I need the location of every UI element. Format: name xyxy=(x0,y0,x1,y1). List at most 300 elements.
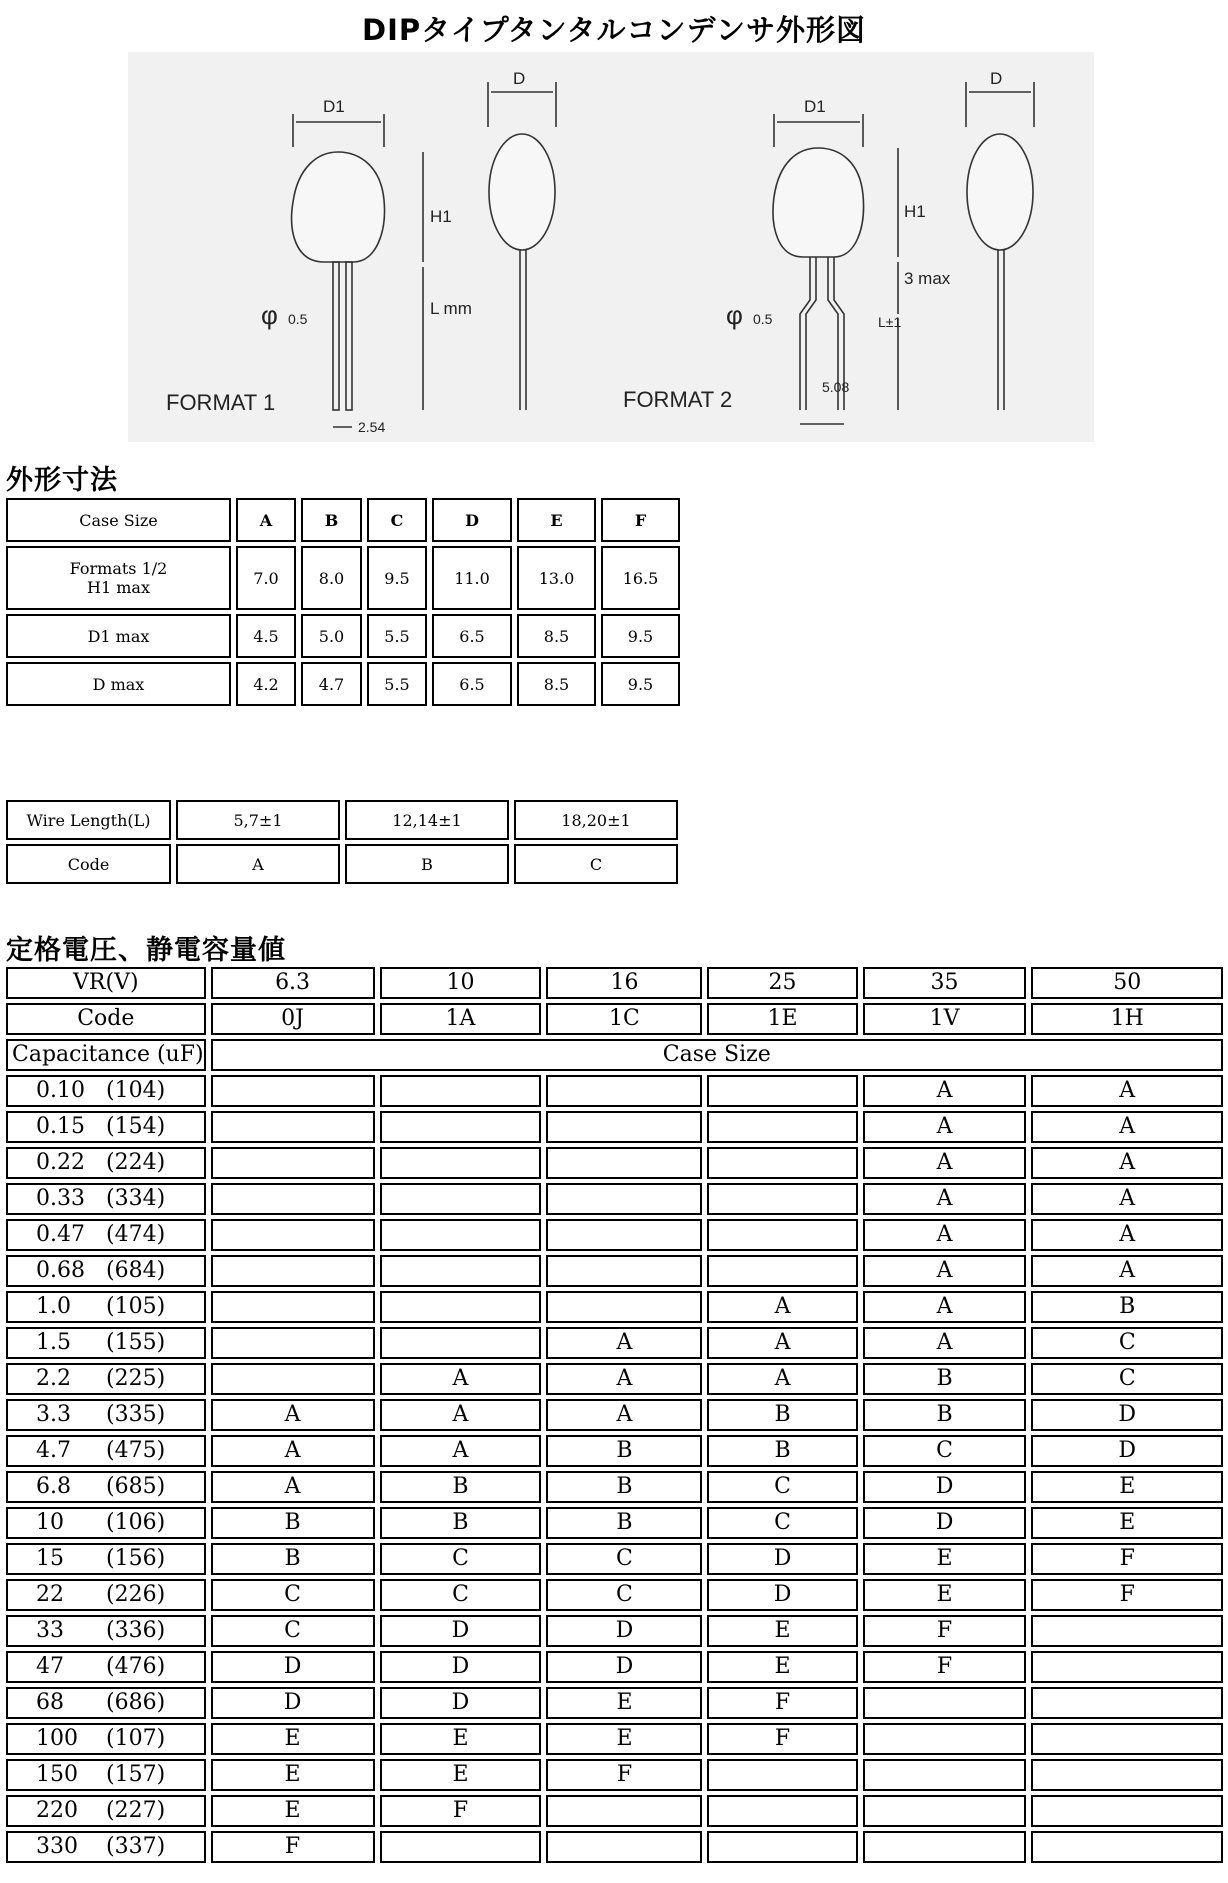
capacitance-value: 0.68 xyxy=(36,1258,85,1283)
capacitance-code: (686) xyxy=(106,1690,166,1715)
case-cell: F xyxy=(546,1759,702,1791)
table-row xyxy=(6,1255,1223,1287)
row-label: Code xyxy=(6,844,171,884)
case-cell: A xyxy=(863,1219,1027,1251)
capacitance-cell xyxy=(6,1687,206,1719)
h1-label: H1 xyxy=(430,207,452,226)
case-cell xyxy=(380,1831,542,1863)
case-dimension-table xyxy=(1,494,685,710)
table-row xyxy=(6,1795,1223,1827)
case-cell xyxy=(380,1147,542,1179)
case-cell: B xyxy=(1031,1291,1223,1323)
table-row xyxy=(6,1507,1223,1539)
case-cell xyxy=(546,1111,702,1143)
rating-table xyxy=(1,963,1228,1867)
case-cell: F xyxy=(863,1615,1027,1647)
code-cell: 0J xyxy=(211,1003,375,1035)
case-cell xyxy=(546,1795,702,1827)
row-label: D1 max xyxy=(6,614,231,658)
case-cell: C xyxy=(1031,1363,1223,1395)
d1-label-2: D1 xyxy=(804,97,826,116)
capacitance-code: (154) xyxy=(106,1114,166,1139)
case-cell xyxy=(863,1723,1027,1755)
capacitance-code: (335) xyxy=(106,1402,166,1427)
dimension-cell: 8.5 xyxy=(517,662,596,706)
capacitance-value: 47 xyxy=(36,1654,64,1679)
case-cell xyxy=(211,1363,375,1395)
case-cell xyxy=(863,1831,1027,1863)
case-cell: A xyxy=(1031,1183,1223,1215)
capacitance-value: 330 xyxy=(36,1834,78,1859)
case-cell xyxy=(211,1219,375,1251)
case-cell xyxy=(546,1255,702,1287)
case-cell: A xyxy=(1031,1219,1223,1251)
case-cell: A xyxy=(1031,1075,1223,1107)
case-cell: A xyxy=(707,1363,857,1395)
case-cell xyxy=(211,1255,375,1287)
case-cell: A xyxy=(863,1111,1027,1143)
dimension-cell: 9.5 xyxy=(601,662,680,706)
pitch1-label: 2.54 xyxy=(358,419,386,435)
table-row xyxy=(6,1543,1223,1575)
capacitance-cell xyxy=(6,1543,206,1575)
case-cell xyxy=(707,1795,857,1827)
case-cell: A xyxy=(1031,1147,1223,1179)
capacitance-cell xyxy=(6,1831,206,1863)
case-cell: A xyxy=(863,1183,1027,1215)
case-cell xyxy=(211,1291,375,1323)
code-cell: 1C xyxy=(546,1003,702,1035)
capacitance-code: (105) xyxy=(106,1294,166,1319)
capacitance-value: 0.33 xyxy=(36,1186,85,1211)
case-cell: C xyxy=(546,1579,702,1611)
wire-cell: C xyxy=(514,844,678,884)
capacitance-cell xyxy=(6,1615,206,1647)
case-cell: C xyxy=(863,1435,1027,1467)
wire-cell: 18,20±1 xyxy=(514,800,678,840)
capacitance-value: 22 xyxy=(36,1582,64,1607)
capacitance-cell xyxy=(6,1111,206,1143)
case-cell: E xyxy=(380,1723,542,1755)
case-cell: E xyxy=(211,1795,375,1827)
case-cell: B xyxy=(546,1435,702,1467)
case-cell: C xyxy=(211,1579,375,1611)
capacitance-cell xyxy=(6,1363,206,1395)
capacitance-cell xyxy=(6,1147,206,1179)
case-cell xyxy=(211,1183,375,1215)
format1-label: FORMAT 1 xyxy=(166,390,276,415)
dimension-cell: 4.2 xyxy=(236,662,296,706)
case-header-cell: B xyxy=(301,498,362,542)
voltage-cell: 6.3 xyxy=(211,967,375,999)
dimension-cell: 7.0 xyxy=(236,546,296,610)
case-cell xyxy=(707,1147,857,1179)
case-cell: C xyxy=(546,1543,702,1575)
case-cell: E xyxy=(546,1687,702,1719)
case-cell: A xyxy=(546,1363,702,1395)
case-cell: D xyxy=(380,1651,542,1683)
case-cell xyxy=(380,1075,542,1107)
table-row xyxy=(6,1435,1223,1467)
code-cell: 1E xyxy=(707,1003,857,1035)
code-label: Code xyxy=(6,1003,206,1035)
case-cell: D xyxy=(380,1615,542,1647)
table-row xyxy=(6,1471,1223,1503)
capacitance-value: 0.47 xyxy=(36,1222,85,1247)
case-cell xyxy=(546,1147,702,1179)
d-label-2: D xyxy=(990,69,1003,88)
capacitance-value: 4.7 xyxy=(36,1438,71,1463)
capacitance-code: (226) xyxy=(106,1582,166,1607)
case-cell: B xyxy=(863,1363,1027,1395)
case-cell xyxy=(707,1255,857,1287)
table-row xyxy=(6,498,680,542)
capacitance-code: (104) xyxy=(106,1078,166,1103)
three-max-label: 3 max xyxy=(904,269,951,288)
case-cell: F xyxy=(1031,1579,1223,1611)
voltage-cell: 16 xyxy=(546,967,702,999)
dimension-cell: 4.7 xyxy=(301,662,362,706)
case-cell: A xyxy=(380,1399,542,1431)
case-cell: D xyxy=(211,1687,375,1719)
case-cell xyxy=(546,1291,702,1323)
capacitance-value: 0.22 xyxy=(36,1150,85,1175)
capacitance-cell xyxy=(6,1759,206,1791)
case-cell xyxy=(1031,1831,1223,1863)
case-cell xyxy=(380,1255,542,1287)
phi-value: 0.5 xyxy=(288,311,308,327)
case-cell: E xyxy=(211,1759,375,1791)
row-label: D max xyxy=(6,662,231,706)
dimension-cell: 8.5 xyxy=(517,614,596,658)
capacitance-value: 10 xyxy=(36,1510,64,1535)
table-row xyxy=(6,1219,1223,1251)
table-row xyxy=(6,800,678,840)
case-cell: E xyxy=(863,1579,1027,1611)
table-row xyxy=(6,1075,1223,1107)
case-cell xyxy=(1031,1687,1223,1719)
dims-heading: 外形寸法 xyxy=(6,465,118,496)
l-mm-label: L mm xyxy=(430,299,472,318)
case-cell: B xyxy=(707,1435,857,1467)
case-header-cell: C xyxy=(367,498,427,542)
case-cell xyxy=(863,1687,1027,1719)
table-row xyxy=(6,1579,1223,1611)
capacitance-code: (225) xyxy=(106,1366,166,1391)
capacitance-cell xyxy=(6,1183,206,1215)
capacitance-code: (107) xyxy=(106,1726,166,1751)
table-row xyxy=(6,1759,1223,1791)
case-cell xyxy=(211,1147,375,1179)
capacitance-value: 6.8 xyxy=(36,1474,71,1499)
case-cell: A xyxy=(1031,1255,1223,1287)
code-cell: 1V xyxy=(863,1003,1027,1035)
capacitance-cell xyxy=(6,1435,206,1467)
capacitance-cell xyxy=(6,1471,206,1503)
case-cell: A xyxy=(1031,1111,1223,1143)
table-row xyxy=(6,844,678,884)
capacitance-value: 2.2 xyxy=(36,1366,71,1391)
capacitance-code: (336) xyxy=(106,1618,166,1643)
table-row xyxy=(6,1831,1223,1863)
capacitance-value: 100 xyxy=(36,1726,78,1751)
capacitance-label: Capacitance (uF) xyxy=(6,1039,206,1071)
capacitance-code: (337) xyxy=(106,1834,166,1859)
case-cell: A xyxy=(863,1075,1027,1107)
case-cell: D xyxy=(211,1651,375,1683)
case-cell xyxy=(707,1111,857,1143)
case-cell: B xyxy=(211,1507,375,1539)
table-row xyxy=(6,1183,1223,1215)
capacitance-code: (156) xyxy=(106,1546,166,1571)
case-cell xyxy=(707,1759,857,1791)
dimension-cell: 6.5 xyxy=(432,614,512,658)
case-cell: D xyxy=(1031,1435,1223,1467)
case-cell: C xyxy=(1031,1327,1223,1359)
case-cell xyxy=(1031,1795,1223,1827)
case-cell: B xyxy=(546,1471,702,1503)
case-cell: A xyxy=(380,1435,542,1467)
case-cell xyxy=(380,1183,542,1215)
capacitance-value: 15 xyxy=(36,1546,64,1571)
case-cell xyxy=(211,1111,375,1143)
case-cell xyxy=(380,1291,542,1323)
capacitance-value: 150 xyxy=(36,1762,78,1787)
case-cell xyxy=(546,1075,702,1107)
capacitance-value: 0.10 xyxy=(36,1078,85,1103)
case-cell: E xyxy=(380,1759,542,1791)
case-cell: B xyxy=(863,1399,1027,1431)
dimension-cell: 5.0 xyxy=(301,614,362,658)
table-row xyxy=(6,1723,1223,1755)
case-cell xyxy=(546,1831,702,1863)
capacitance-header-row xyxy=(6,1039,1223,1071)
row-label: Formats 1/2 H1 max xyxy=(6,546,231,610)
capacitance-code: (157) xyxy=(106,1762,166,1787)
case-cell: A xyxy=(863,1255,1027,1287)
case-cell: F xyxy=(707,1687,857,1719)
capacitance-value: 3.3 xyxy=(36,1402,71,1427)
capacitance-code: (684) xyxy=(106,1258,166,1283)
code-cell: 1H xyxy=(1031,1003,1223,1035)
case-cell: B xyxy=(380,1507,542,1539)
case-cell xyxy=(863,1759,1027,1791)
capacitance-cell xyxy=(6,1507,206,1539)
phi-value-2: 0.5 xyxy=(753,311,773,327)
table-row xyxy=(6,1147,1223,1179)
case-cell: C xyxy=(707,1471,857,1503)
case-cell: A xyxy=(863,1291,1027,1323)
code-row xyxy=(6,1003,1223,1035)
voltage-cell: 10 xyxy=(380,967,542,999)
capacitance-cell xyxy=(6,1723,206,1755)
capacitance-code: (224) xyxy=(106,1150,166,1175)
pitch2-label: 5.08 xyxy=(822,379,850,395)
case-cell: A xyxy=(211,1471,375,1503)
table-row xyxy=(6,1615,1223,1647)
dimension-cell: 9.5 xyxy=(601,614,680,658)
case-cell: D xyxy=(546,1651,702,1683)
capacitance-cell xyxy=(6,1075,206,1107)
table-row xyxy=(6,614,680,658)
case-cell xyxy=(546,1219,702,1251)
capacitance-code: (155) xyxy=(106,1330,166,1355)
format2-label: FORMAT 2 xyxy=(623,387,733,412)
capacitance-value: 220 xyxy=(36,1798,78,1823)
case-cell: D xyxy=(863,1471,1027,1503)
case-cell: D xyxy=(380,1687,542,1719)
case-cell xyxy=(1031,1759,1223,1791)
capacitance-code: (476) xyxy=(106,1654,166,1679)
case-header-cell: A xyxy=(236,498,296,542)
case-cell: F xyxy=(707,1723,857,1755)
dimension-cell: 16.5 xyxy=(601,546,680,610)
table-row xyxy=(6,1111,1223,1143)
capacitance-code: (227) xyxy=(106,1798,166,1823)
case-cell: C xyxy=(211,1615,375,1647)
dimension-cell: 9.5 xyxy=(367,546,427,610)
case-cell: F xyxy=(380,1795,542,1827)
d1-label: D1 xyxy=(323,97,345,116)
case-cell: C xyxy=(380,1579,542,1611)
case-cell: D xyxy=(707,1579,857,1611)
capacitance-code: (685) xyxy=(106,1474,166,1499)
case-cell: B xyxy=(380,1471,542,1503)
case-size-header: Case Size xyxy=(6,498,231,542)
case-cell: F xyxy=(863,1651,1027,1683)
case-cell: A xyxy=(546,1327,702,1359)
table-row xyxy=(6,1651,1223,1683)
case-cell xyxy=(380,1111,542,1143)
case-cell: A xyxy=(707,1291,857,1323)
table-row xyxy=(6,546,680,610)
case-cell xyxy=(211,1075,375,1107)
case-cell: B xyxy=(546,1507,702,1539)
table-row xyxy=(6,1327,1223,1359)
case-cell: E xyxy=(1031,1471,1223,1503)
case-cell: C xyxy=(707,1507,857,1539)
page-title: DIPタイプタンタルコンデンサ外形図 xyxy=(362,13,866,47)
table-row xyxy=(6,662,680,706)
case-cell: A xyxy=(211,1435,375,1467)
case-cell: A xyxy=(546,1399,702,1431)
capacitance-cell xyxy=(6,1795,206,1827)
capacitance-value: 1.5 xyxy=(36,1330,71,1355)
capacitance-value: 1.0 xyxy=(36,1294,71,1319)
case-cell xyxy=(863,1795,1027,1827)
case-cell: A xyxy=(211,1399,375,1431)
case-cell: A xyxy=(707,1327,857,1359)
table-row xyxy=(6,1399,1223,1431)
rating-heading: 定格電圧、静電容量値 xyxy=(6,935,286,966)
case-cell: D xyxy=(707,1543,857,1575)
capacitance-code: (334) xyxy=(106,1186,166,1211)
case-cell: D xyxy=(1031,1399,1223,1431)
capacitance-value: 33 xyxy=(36,1618,64,1643)
dimension-cell: 8.0 xyxy=(301,546,362,610)
case-cell xyxy=(546,1183,702,1215)
d-label: D xyxy=(513,69,526,88)
case-cell: E xyxy=(707,1651,857,1683)
capacitance-cell xyxy=(6,1327,206,1359)
voltage-cell: 35 xyxy=(863,967,1027,999)
dimension-cell: 4.5 xyxy=(236,614,296,658)
voltage-cell: 25 xyxy=(707,967,857,999)
case-cell: A xyxy=(863,1147,1027,1179)
capacitance-cell xyxy=(6,1651,206,1683)
capacitance-cell xyxy=(6,1291,206,1323)
table-row xyxy=(6,1291,1223,1323)
capacitance-cell xyxy=(6,1255,206,1287)
case-header-cell: E xyxy=(517,498,596,542)
case-cell xyxy=(1031,1615,1223,1647)
case-cell xyxy=(707,1183,857,1215)
voltage-cell: 50 xyxy=(1031,967,1223,999)
capacitance-cell xyxy=(6,1219,206,1251)
capacitance-code: (106) xyxy=(106,1510,166,1535)
table-row xyxy=(6,1363,1223,1395)
capacitance-cell xyxy=(6,1579,206,1611)
case-cell: C xyxy=(380,1543,542,1575)
code-cell: 1A xyxy=(380,1003,542,1035)
case-header-cell: D xyxy=(432,498,512,542)
case-cell: E xyxy=(211,1723,375,1755)
wire-length-table xyxy=(1,796,683,888)
case-cell xyxy=(211,1327,375,1359)
case-cell: E xyxy=(1031,1507,1223,1539)
voltage-row xyxy=(6,967,1223,999)
dimension-cell: 11.0 xyxy=(432,546,512,610)
case-cell xyxy=(1031,1723,1223,1755)
case-cell xyxy=(707,1075,857,1107)
wire-cell: 5,7±1 xyxy=(176,800,340,840)
dimension-cell: 5.5 xyxy=(367,662,427,706)
case-cell: B xyxy=(211,1543,375,1575)
dimension-cell: 13.0 xyxy=(517,546,596,610)
wire-cell: A xyxy=(176,844,340,884)
case-cell: E xyxy=(546,1723,702,1755)
wire-cell: B xyxy=(345,844,509,884)
capacitance-code: (475) xyxy=(106,1438,166,1463)
dimension-cell: 5.5 xyxy=(367,614,427,658)
capacitance-value: 68 xyxy=(36,1690,64,1715)
case-cell: A xyxy=(380,1363,542,1395)
dimension-cell: 6.5 xyxy=(432,662,512,706)
capacitance-value: 0.15 xyxy=(36,1114,85,1139)
table-row xyxy=(6,1687,1223,1719)
row-label: Wire Length(L) xyxy=(6,800,171,840)
case-cell: F xyxy=(1031,1543,1223,1575)
case-header-cell: F xyxy=(601,498,680,542)
case-cell: F xyxy=(211,1831,375,1863)
wire-cell: 12,14±1 xyxy=(345,800,509,840)
phi-symbol-2: φ xyxy=(726,300,743,330)
case-cell: A xyxy=(863,1327,1027,1359)
h1-label-2: H1 xyxy=(904,202,926,221)
case-cell xyxy=(707,1831,857,1863)
case-cell: E xyxy=(707,1615,857,1647)
case-cell xyxy=(1031,1651,1223,1683)
outline-diagram xyxy=(128,52,1094,442)
case-cell: E xyxy=(863,1543,1027,1575)
vr-label: VR(V) xyxy=(6,967,206,999)
case-size-label: Case Size xyxy=(211,1039,1223,1071)
case-cell xyxy=(707,1219,857,1251)
case-cell xyxy=(380,1219,542,1251)
capacitance-cell xyxy=(6,1399,206,1431)
case-cell xyxy=(380,1327,542,1359)
capacitance-code: (474) xyxy=(106,1222,166,1247)
